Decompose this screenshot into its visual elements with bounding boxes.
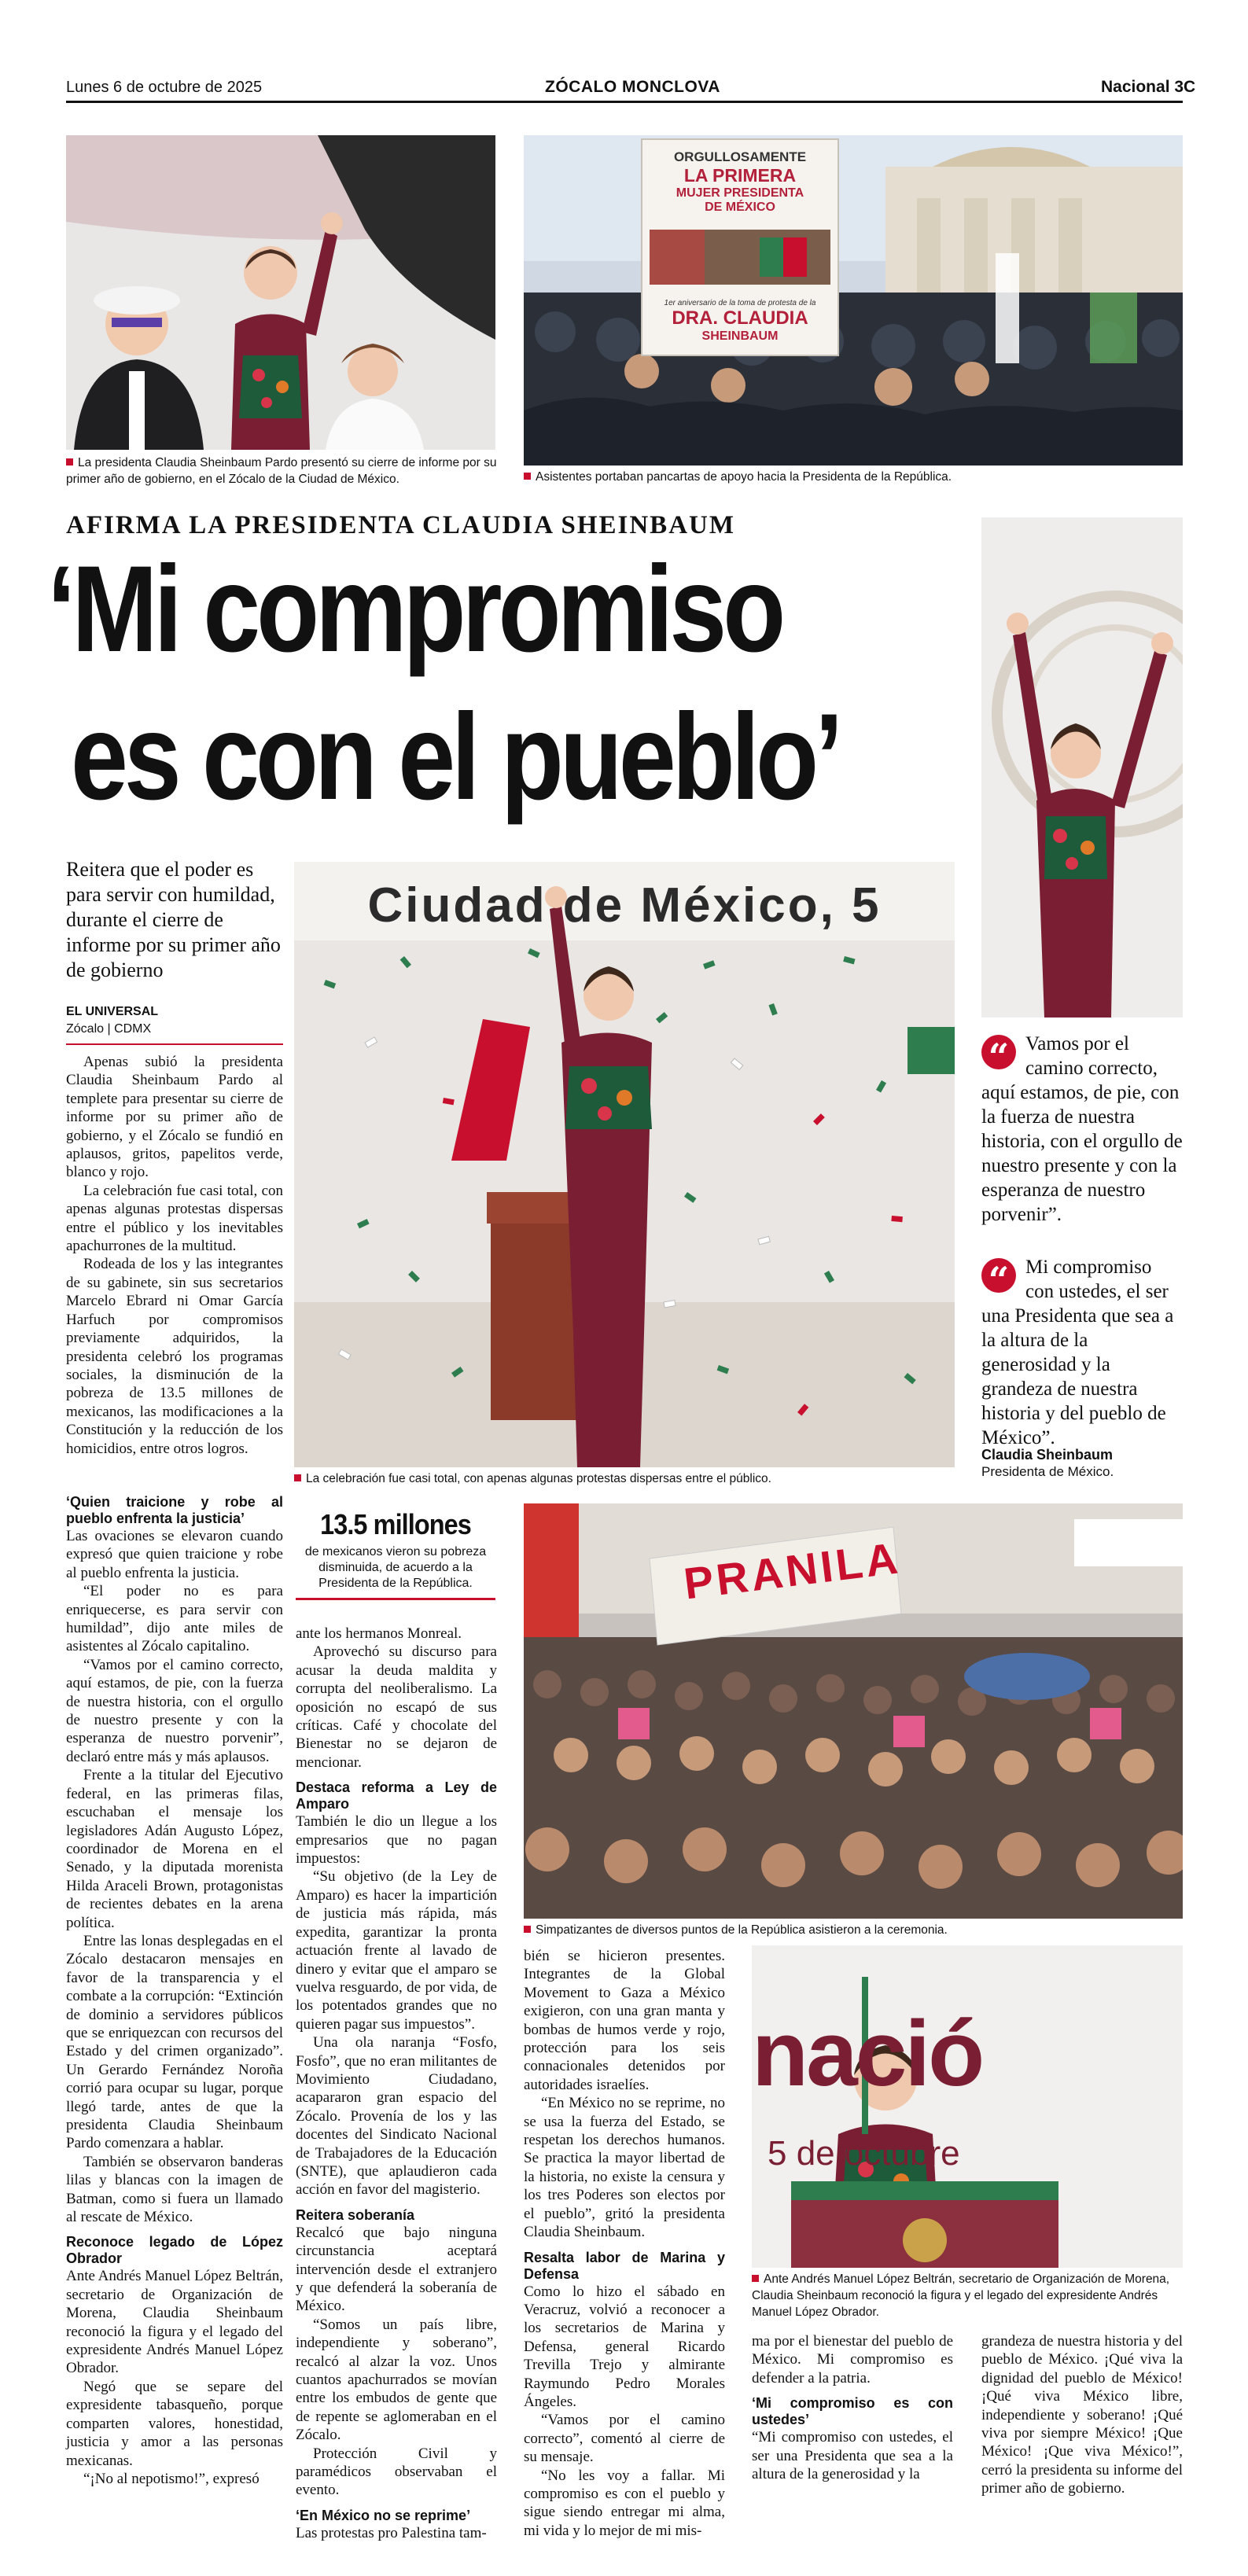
- paragraph: Aprovechó su discurso para acusar la deuda maldita y corrupta del neoliberalismo. La oposición no escapó de sus críticas. Café y chocolate del Bienestar no se dejaron de mencionar.: [296, 1643, 497, 1771]
- quote-attribution-name: Claudia Sheinbaum: [981, 1447, 1114, 1463]
- paragraph: bién se hicieron presentes. Integrantes de la Global Movement to Gaza a México exigieron, con una gran manta y bombas de humos verde y rojo, protección para los seis connacionales detenidos por autoridades israelíes.: [524, 1948, 725, 2093]
- header-rule: [66, 101, 1183, 103]
- pull-quote-2: [981, 1255, 1183, 1450]
- subhead: ‘Quien traicione y robe al pueblo enfrenta la justicia’: [66, 1494, 283, 1526]
- paragraph: Entre las lonas desplegadas en el Zócalo destacaron mensajes en favor de la transparencia y el combate a la corrupción: “Extinción de dominio a servidores públicos que se enriquezcan con recursos del Estado y del crimen organizado”. Un Gerardo Fernández Noroña corrió para ocupar su lugar, porque llegó tarde, antes de que la presidenta Claudia Sheinbaum Pardo comenzara a hablar.: [66, 1932, 283, 2152]
- article-column-2: [296, 1625, 497, 2542]
- subhead: ‘En México no se reprime’: [296, 2507, 471, 2523]
- subhead: ‘Mi compromiso es con ustedes’: [752, 2395, 953, 2428]
- caption-top-left: [66, 454, 499, 488]
- article-column-5: [981, 2332, 1183, 2498]
- caption-center-text: La celebración fue casi total, con apenas algunas protestas dispersas entre el público.: [306, 1472, 771, 1485]
- article-column-3: [524, 1947, 725, 2540]
- paragraph: “Vamos por el camino correcto, aquí estamos, de pie, con la fuerza de nuestra historia, con el orgullo de nuestro presente y con la esperanza de nuestro porvenir”, declaró entre más y más aplausos.: [66, 1656, 283, 1765]
- article-column-1: [66, 1053, 283, 1458]
- paragraph: ante los hermanos Monreal.: [296, 1625, 462, 1642]
- section-label: Nacional 3C: [1101, 78, 1196, 96]
- subhead: Destaca reforma a Ley de Amparo: [296, 1779, 497, 1812]
- paragraph: “Su objetivo (de la Ley de Amparo) es hacer la impartición de justicia más rápida, más expedita, garantizar la pronta actuación frente al lavado de dinero y evitar que el amparo se vuelva resguardo, de por vida, de los potentados grandes que no quieren pagar sus impuestos”.: [296, 1868, 497, 2033]
- newspaper-name: ZÓCALO MONCLOVA: [545, 78, 720, 96]
- byline-rule: [66, 1043, 283, 1045]
- byline-source: EL UNIVERSAL: [66, 1005, 159, 1018]
- photo-supporters-sign: [524, 135, 1183, 466]
- photo-confetti-stage: [294, 862, 955, 1467]
- pull-quote-2-text: Mi compromiso con ustedes, el ser una Presidenta que sea a la altura de la generosidad y la grandeza de nuestra historia y del pueblo de México”.: [981, 1257, 1174, 1448]
- paragraph: Negó que se separe del expresidente tabasqueño, porque comparten valores, honestidad, justicia y amor a las personas mexicanas.: [66, 2378, 283, 2469]
- sign-line-2: LA PRIMERA: [683, 165, 797, 186]
- caption-crowd: [524, 1922, 1183, 1938]
- page-date: Lunes 6 de octubre de 2025: [66, 79, 263, 96]
- caption-top-right-text: Asistentes portaban pancartas de apoyo hacia la Presidenta de la República.: [536, 470, 952, 484]
- subhead: Resalta labor de Marina y Defensa: [524, 2249, 725, 2282]
- paragraph: “¡No al nepotismo!”, expresó: [83, 2470, 260, 2487]
- paragraph: También se observaron banderas lilas y blancas con la imagen de Batman, como si fuera un llamado al rescate de México.: [66, 2153, 283, 2226]
- stat-rule: [296, 1598, 495, 1600]
- paragraph: grandeza de nuestra historia y del pueblo de México. ¡Qué viva la dignidad del pueblo de México! ¡Qué viva México libre, independiente y soberano! ¡Qué viva por siempre México! ¡Que México! ¡Que viva México!”, cerró la presidenta su informe del primer año de gobierno.: [981, 2333, 1183, 2497]
- paragraph: Ante Andrés Manuel López Beltrán, secretario de Organización de Morena, Claudia Sheinbaum reconoció la figura y el legado del expresidente Andrés Manuel López Obrador.: [66, 2268, 283, 2377]
- quote-attribution-title: Presidenta de México.: [981, 1464, 1114, 1479]
- paragraph: Las ovaciones se elevaron cuando expresó que quien traicione y robe al pueblo enfrenta la justicia.: [66, 1528, 283, 1581]
- stat-text: de mexicanos vieron su pobreza disminuida, de acuerdo a la Presidenta de la República.: [304, 1545, 487, 1590]
- article-column-1-lower: [66, 1486, 283, 2488]
- stat-number: 13.5 millones: [320, 1508, 471, 1540]
- subhead: Reitera soberanía: [296, 2206, 415, 2223]
- crowd-banner-text: PRANILA: [681, 1533, 904, 1609]
- paragraph: “No les voy a fallar. Mi compromiso es con el pueblo y sigue siendo entregar mi alma, mi vida y lo mejor de mi mis-: [524, 2467, 725, 2539]
- center-backdrop-text: Ciudad de México, 5: [367, 878, 882, 933]
- paragraph: “Mi compromiso con ustedes, el ser una Presidenta que sea a la altura de la generosidad y la: [752, 2429, 953, 2483]
- supporter-sign-lower: [642, 299, 838, 344]
- paragraph: Como lo hizo el sábado en Veracruz, volvió a reconocer a los secretarios de Marina y Defensa, general Ricardo Trevilla Trejo y almirante Raymundo Pedro Morales Ángeles.: [524, 2283, 725, 2410]
- photo-arms-raised: [981, 517, 1183, 1018]
- headline-line-2: es con el pueblo’: [71, 689, 840, 826]
- deck: Reitera que el poder es para servir con humildad, durante el cierre de informe por su primer año de gobierno: [66, 858, 281, 981]
- article-column-4: [752, 2332, 953, 2483]
- paragraph: La celebración fue casi total, con apenas algunas protestas dispersas entre el público y los inevitables apachurrones de la multitud.: [66, 1182, 283, 1255]
- pull-quote-1-text: Vamos por el camino correcto, aquí estamos, de pie, con la fuerza de nuestra historia, con el orgullo de nuestro presente y con la esperanza de nuestro porvenir”.: [981, 1033, 1183, 1225]
- byline-location: Zócalo | CDMX: [66, 1022, 152, 1036]
- podium-backdrop-text: nació: [752, 2002, 983, 2106]
- podium-backdrop-sub: 5 de octubre: [768, 2134, 960, 2173]
- sign-line-6: DRA. CLAUDIA: [672, 307, 808, 329]
- quote-mark-icon: “: [981, 1258, 1016, 1293]
- sign-line-4: DE MÉXICO: [705, 201, 775, 214]
- paragraph: Las protestas pro Palestina tam-: [296, 2524, 487, 2541]
- paragraph: “Vamos por el camino correcto”, comentó al cierre de su mensaje.: [524, 2412, 725, 2466]
- photo-sheinbaum-stage: [66, 135, 495, 450]
- caption-top-right: [524, 469, 1183, 485]
- pull-quote-1: [981, 1032, 1183, 1227]
- caption-podium: [752, 2271, 1183, 2320]
- paragraph: También le dio un llegue a los empresarios que no pagan impuestos:: [296, 1813, 497, 1868]
- sign-line-3: MUJER PRESIDENTA: [676, 186, 804, 200]
- caption-podium-text: Ante Andrés Manuel López Beltrán, secretario de Organización de Morena, Claudia Sheinbaum reconoció la figura y el legado del expresidente Andrés Manuel López Obrador.: [752, 2272, 1170, 2319]
- photo-podium: [752, 1945, 1183, 2268]
- sign-line-7: SHEINBAUM: [701, 329, 779, 343]
- paragraph: “En México no se reprime, no se usa la fuerza del Estado, se respetan los derechos humanos. Se practica la mayor libertad de la historia, no existe la censura y los tres Poderes son electos por el pueblo”, gritó la presidenta Claudia Sheinbaum.: [524, 2095, 725, 2241]
- caption-center: [294, 1470, 955, 1487]
- paragraph: Rodeada de los y las integrantes de su gabinete, sin sus secretarios Marcelo Ebrard ni Omar García Harfuch por compromisos previamente adquiridos, la presidenta celebró los programas sociales, la disminución de la pobreza de 13.5 millones de mexicanos, las modificaciones a la Constitución y la reducción de los homicidios, entre otros logros.: [66, 1256, 283, 1457]
- paragraph: Apenas subió la presidenta Claudia Sheinbaum Pardo al templete para presentar su cierre de informe por su primer año de gobierno, y el Zócalo se fundió en aplausos, gritos, papelitos verde, blanco y rojo.: [66, 1054, 283, 1181]
- sign-line-1: ORGULLOSAMENTE: [673, 149, 807, 164]
- paragraph: Recalcó que bajo ninguna circunstancia aceptará intervención desde el extranjero y que defenderá la soberanía de México.: [296, 2224, 497, 2315]
- headline-line-1: ‘Mi compromiso: [47, 541, 782, 678]
- paragraph: Protección Civil y paramédicos observaban el evento.: [296, 2445, 497, 2499]
- caption-crowd-text: Simpatizantes de diversos puntos de la República asistieron a la ceremonia.: [536, 1923, 948, 1937]
- paragraph: ma por el bienestar del pueblo de México. Mi compromiso es defender a la patria.: [752, 2333, 953, 2386]
- paragraph: “El poder no es para enriquecerse, es para servir con humildad”, dijo ante miles de asistentes al Zócalo capitalino.: [66, 1583, 283, 1655]
- stat-box: [296, 1508, 495, 1600]
- paragraph: Frente a la titular del Ejecutivo federal, en las primeras filas, escuchaban el mensaje los legisladores Adán Augusto López, coordinador de Morena en el Senado, y la diputada morenista Hilda Araceli Brown, protagonistas de recientes debates en la arena política.: [66, 1767, 283, 1931]
- caption-top-left-text: La presidenta Claudia Sheinbaum Pardo presentó su cierre de informe por su primer año de gobierno, en el Zócalo de la Ciudad de México.: [66, 456, 497, 486]
- kicker: AFIRMA LA PRESIDENTA CLAUDIA SHEINBAUM: [66, 511, 736, 539]
- sign-line-5: 1er aniversario de la toma de protesta de la: [664, 299, 816, 307]
- quote-mark-icon: “: [981, 1035, 1016, 1069]
- paragraph: “Somos un país libre, independiente y soberano”, recalcó al alzar la voz. Unos cuantos apachurrados se movían entre los embudos de gente que de repente se aglomeraban en el Zócalo.: [296, 2316, 497, 2444]
- paragraph: Una ola naranja “Fosfo, Fosfo”, que no eran militantes de Movimiento Ciudadano, acapararon gran espacio del Zócalo. Provenía de los y las docentes del Sindicato Nacional de Trabajadores de la Educación (SNTE), que aplaudieron cada acción en favor del magisterio.: [296, 2034, 497, 2199]
- photo-crowd: [524, 1503, 1183, 1919]
- supporter-sign: [642, 149, 838, 215]
- subhead: Reconoce legado de López Obrador: [66, 2234, 283, 2267]
